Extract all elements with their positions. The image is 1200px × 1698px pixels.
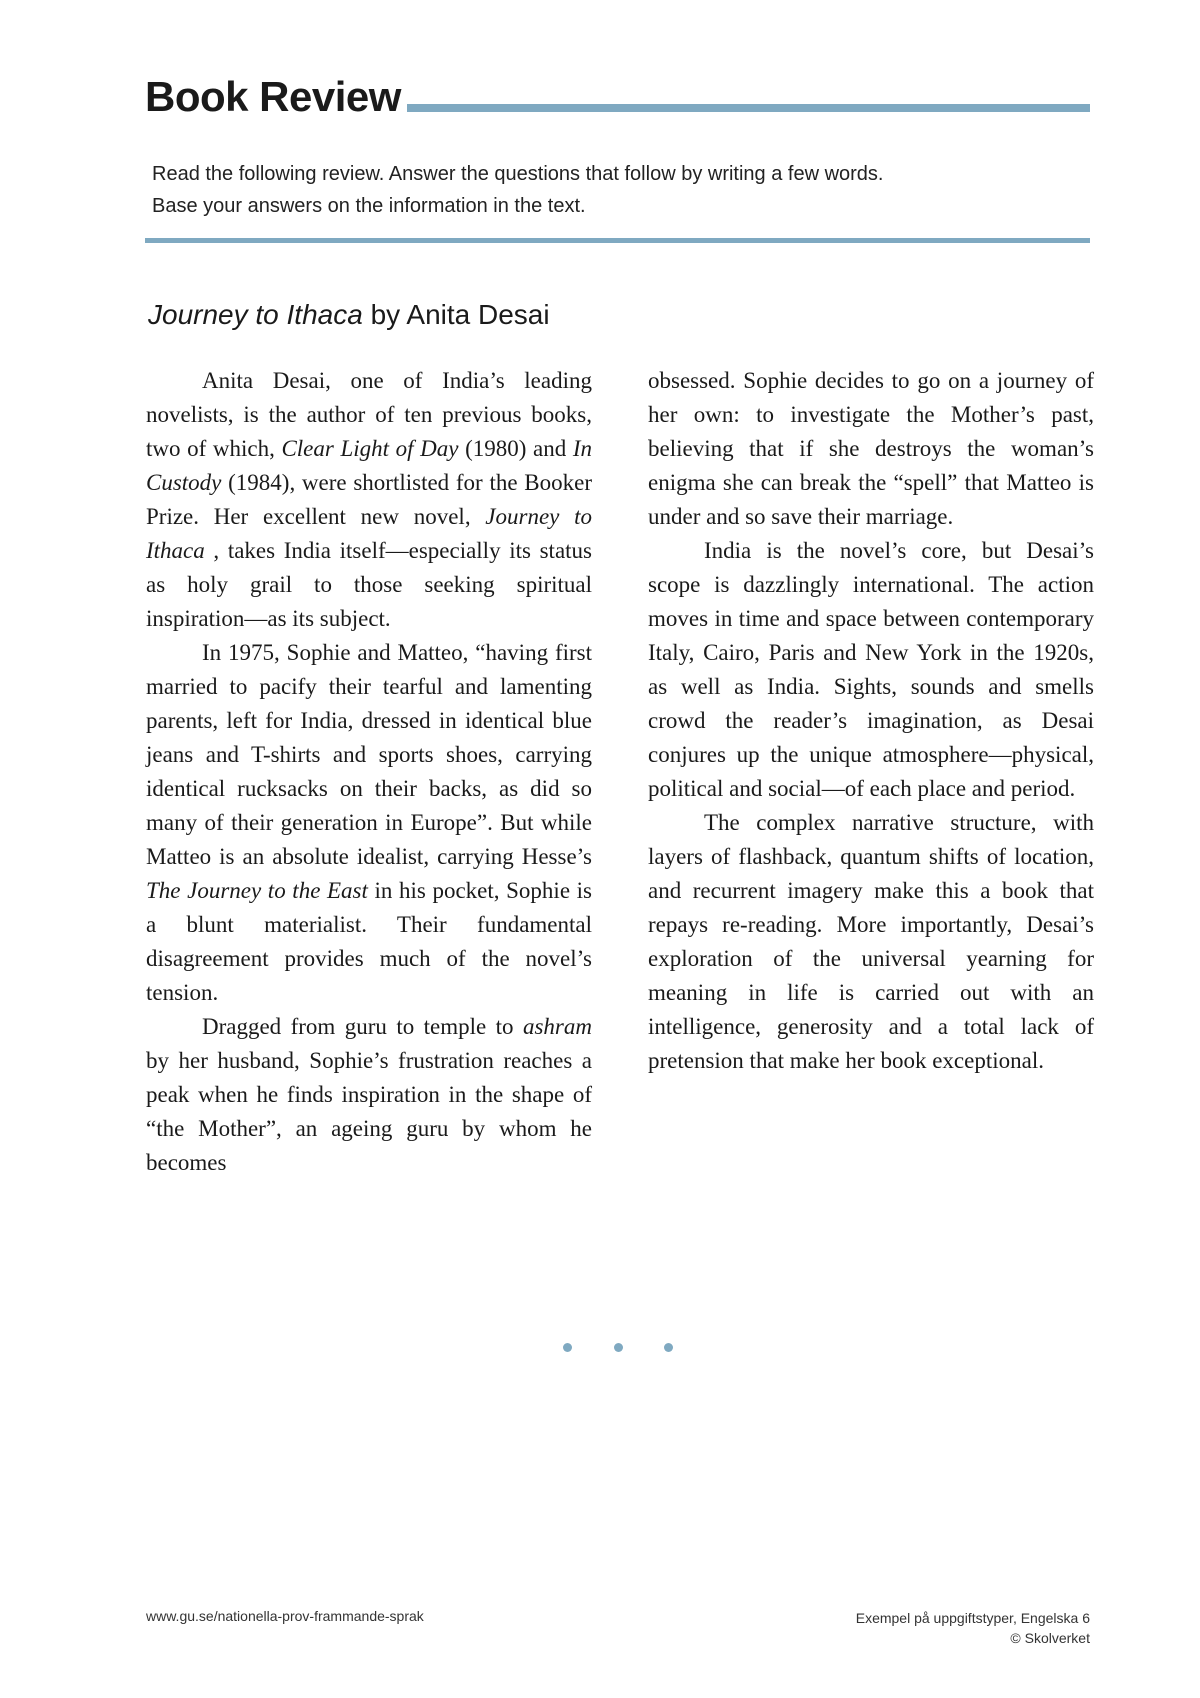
page-title: Book Review [145,73,401,120]
italic-title: Journey to Ithaca [146,504,592,563]
review-paragraph: The complex narrative structure, with layers of flashback, quantum shifts of location, and recurrent imagery make this a book that repays re-reading. More importantly, Desai’s exploration of the universal yearning for meaning in life is carried out with an intelligence, generosity and a total lack of pretension that make her book exceptional. [648,810,1094,1073]
byline: by Anita Desai [362,299,550,330]
italic-title: ashram [522,1014,592,1039]
instruction-line: Read the following review. Answer the questions that follow by writing a few words. [152,163,884,185]
header [145,74,1090,120]
italic-title: Clear Light of Day [281,436,459,461]
italic-title: The Journey to the East [146,878,368,903]
review-heading [148,298,550,332]
review-paragraph: obsessed. Sophie decides to go on a journey of her own: to investigate the Mother’s past, believing that if she destroys the woman’s enigma she can break the “spell” that Matteo is under and so save their marriage. [648,368,1094,529]
text-column-left [146,364,592,1180]
section-divider [145,238,1090,243]
ellipsis-dots [563,1343,673,1352]
review-paragraph: India is the novel’s core, but Desai’s scope is dazzlingly international. The action moves in time and space between contemporary Italy, Cairo, Paris and New York in the 1920s, as well as India. Sights, sounds and smells crowd the reader’s imagination, as Desai conjures up the unique atmosphere—physical, political and social—of each place and period. [648,538,1094,801]
dot [614,1343,623,1352]
footer-url: www.gu.se/nationella-prov-frammande-sprak [146,1608,424,1624]
instruction-line: Base your answers on the information in the text. [152,195,586,217]
review-paragraph: Anita Desai, one of India’s leading novelists, is the author of ten previous books, two of which, Clear Light of Day (1980) and In Custody (1984), were shortlisted for the Booker Prize. Her excellent new novel, Journey to Ithaca , takes India itself—especially its status as holy grail to those seeking spiritual inspiration—as its subject. [146,368,593,631]
review-paragraph: In 1975, Sophie and Matteo, “having first married to pacify their tearful and lamenting parents, left for India, dressed in identical blue jeans and T-shirts and sports shoes, carrying identical rucksacks on their backs, as did so many of their generation in Europe”. But while Matteo is an absolute idealist, carrying Hesse’s The Journey to the East in his pocket, Sophie is a blunt materialist. Their fundamental disagreement provides much of the novel’s tension. [146,640,592,1005]
review-paragraph: Dragged from guru to temple to ashram by her husband, Sophie’s frustration reaches a peak when he finds inspiration in the shape of “the Mother”, an ageing guru by whom he becomes [146,1014,592,1175]
book-title: Journey to Ithaca [148,299,363,330]
dot [664,1343,673,1352]
footer-info [856,1608,1090,1648]
footer-label: Exempel på uppgiftstyper, Engelska 6 [855,1610,1090,1626]
italic-title: In Custody [146,436,593,495]
text-column-right [648,364,1094,1078]
title-rule [407,104,1090,112]
footer-copyright: © Skolverket [1010,1630,1090,1646]
instructions [152,158,1082,222]
dot [563,1343,572,1352]
